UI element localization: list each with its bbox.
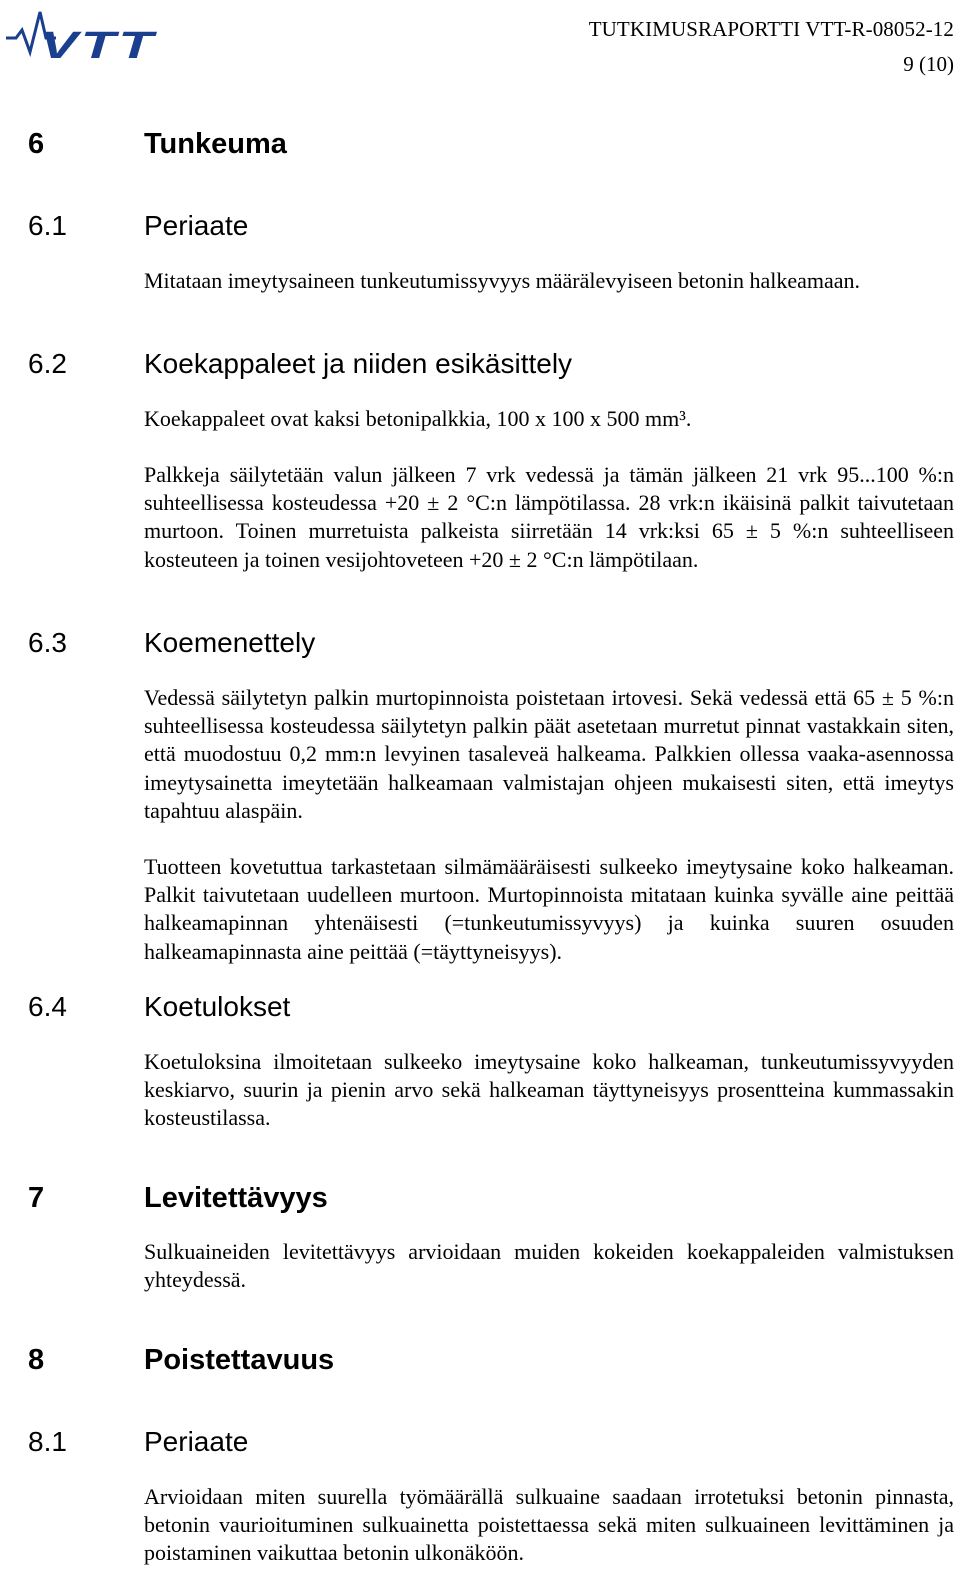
vtt-logo xyxy=(4,6,160,62)
section-title: Periaate xyxy=(144,210,249,241)
paragraph-7: Sulkuaineiden levitettävyys arvioidaan muiden kokeiden koekappaleiden valmistuksen yhteydessä. xyxy=(144,1239,954,1293)
section-title: Koemenettely xyxy=(144,627,316,658)
paragraph-6-4: Koetuloksina ilmoitetaan sulkeeko imeytysaine koko halkeaman, tunkeutumissyvyyden keskiarvo, suurin ja pienin arvo sekä halkeaman täyttyneisyys prosentteina kummassakin kosteustilassa. xyxy=(144,1049,954,1131)
section-heading-8-1 xyxy=(28,1425,948,1459)
report-id: TUTKIMUSRAPORTTI VTT-R-08052-12 xyxy=(588,17,954,41)
section-title: Koekappaleet ja niiden esikäsittely xyxy=(144,348,573,379)
section-heading-6-1 xyxy=(28,209,948,243)
section-number: 6.3 xyxy=(28,627,67,658)
section-heading-6-4 xyxy=(28,990,948,1024)
section-heading-6-2 xyxy=(28,347,948,381)
page-number: 9 (10) xyxy=(903,52,954,76)
paragraph-6-2-b: Palkkeja säilytetään valun jälkeen 7 vrk vedessä ja tämän jälkeen 21 vrk 95...100 %:n suhteellisessa kosteudessa +20 ± 2 °C:n lämpötilassa. 28 vrk:n ikäisinä palkit taivutetaan murtoon. Toinen murretuista palkeista siirretään 14 vrk:ksi 65 ± 5 %:n suhteelliseen kosteuteen ja toinen vesijohtoveteen +20 ± 2 °C:n lämpötilaan. xyxy=(144,462,954,572)
section-title: Levitettävyys xyxy=(144,1182,328,1214)
section-number: 8.1 xyxy=(28,1426,67,1457)
paragraph-8-1: Arvioidaan miten suurella työmäärällä sulkuaine saadaan irrotetuksi betonin pinnasta, betonin vaurioituminen sulkuainetta poistettaessa sekä miten sulkuaineen levittäminen ja poistaminen vaikuttaa betonin ulkonäköön. xyxy=(144,1484,954,1566)
section-number: 7 xyxy=(28,1182,45,1214)
section-number: 8 xyxy=(28,1344,45,1376)
paragraph-6-1: Mitataan imeytysaineen tunkeutumissyvyys määrälevyiseen betonin halkeamaan. xyxy=(144,268,861,293)
section-heading-8 xyxy=(28,1343,948,1377)
section-number: 6.1 xyxy=(28,210,67,241)
section-number: 6.2 xyxy=(28,348,67,379)
paragraph-6-3-b: Tuotteen kovetuttua tarkastetaan silmämääräisesti sulkeeko imeytysaine koko halkeaman. Palkit taivutetaan uudelleen murtoon. Murtopinnoista mitataan kuinka syvälle aine peittää halkeamapinnan yhtenäisesti (=tunkeutumissyvyys) ja kuinka suuren osuuden halkeamapinnasta aine peittää (=täyttyneisyys). xyxy=(144,854,954,964)
paragraph-6-3-a: Vedessä säilytetyn palkin murtopinnoista poistetaan irtovesi. Sekä vedessä että 65 ± 5 %:n suhteellisessa kosteudessa säilytetyn palkin päät asetetaan murretut pinnat vastakkain siten, että muodostuu 0,2 mm:n levyinen tasaleveä halkeama. Palkkien ollessa vaaka-asennossa imeytysainetta imeytetään halkeamaan valmistajan ohjeen mukaisesti siten, että imeytys tapahtuu alaspäin. xyxy=(144,685,954,823)
section-heading-6-3 xyxy=(28,626,948,660)
section-number: 6 xyxy=(28,128,45,160)
section-number: 6.4 xyxy=(28,991,67,1022)
paragraph-6-2-a: Koekappaleet ovat kaksi betonipalkkia, 100 x 100 x 500 mm³. xyxy=(144,406,692,431)
logo-text: VTT xyxy=(40,25,158,62)
section-title: Koetulokset xyxy=(144,991,291,1022)
section-heading-7 xyxy=(28,1181,948,1215)
section-title: Tunkeuma xyxy=(144,128,287,160)
section-heading-6 xyxy=(28,127,948,161)
section-title: Periaate xyxy=(144,1426,249,1457)
section-title: Poistettavuus xyxy=(144,1344,335,1376)
